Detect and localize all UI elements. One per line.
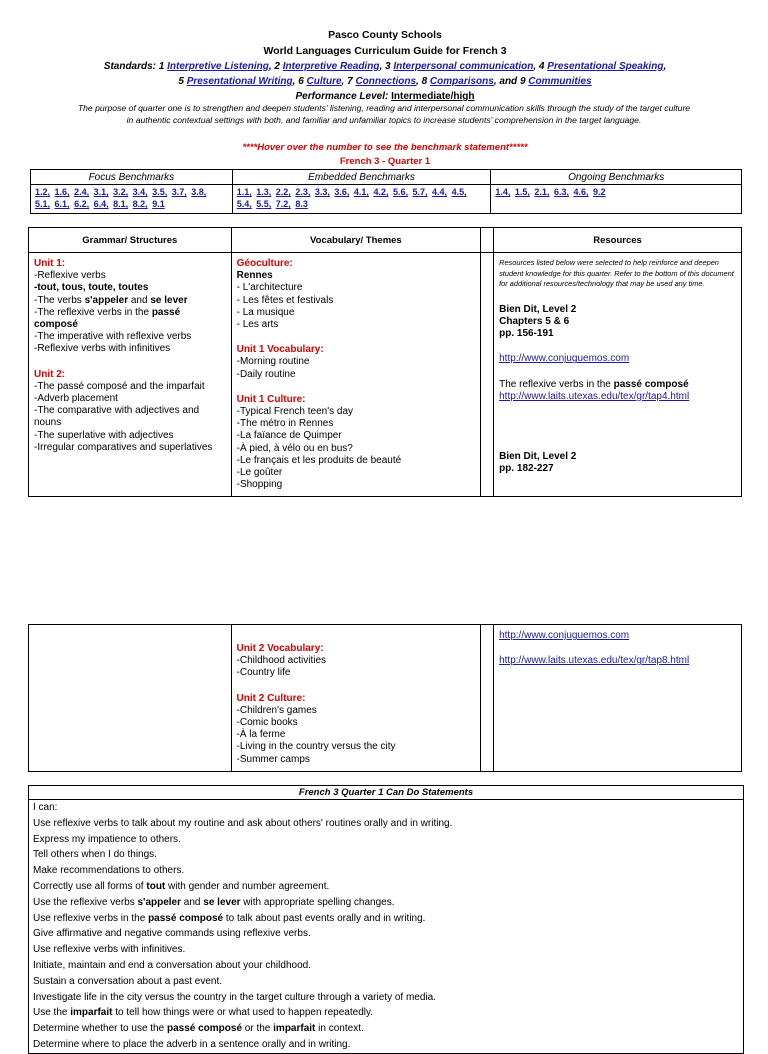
benchmark-link[interactable]: 3.4, [132,187,148,197]
benchmark-link[interactable]: 8.2, [132,199,148,209]
bold-text: se lever [150,294,188,306]
benchmark-link[interactable]: 8.3 [295,199,308,209]
text: in context. [315,1023,364,1035]
vocab-cell-unit2 [231,625,481,772]
benchmark-link[interactable]: 2.3, [295,187,311,197]
benchmark-link[interactable]: 1.3, [256,187,272,197]
culture-item: -Summer camps [236,753,310,765]
benchmark-link[interactable]: 7.2, [275,199,291,209]
benchmark-link[interactable]: 3.2, [113,187,129,197]
standard-link-9[interactable]: Communities [528,76,592,87]
can-do-item [29,974,743,990]
focus-benchmarks-header: Focus Benchmarks [31,170,233,185]
book-title: Bien Dit, Level 2 [499,303,577,315]
separator: , [663,61,667,72]
ongoing-benchmarks-cell [491,185,742,214]
book-pages: pp. 182-227 [499,463,554,475]
vocab-item: -Morning routine [236,356,310,368]
culture-item: -À pied, à vélo ou en bus? [236,442,353,454]
can-do-item [29,863,743,879]
standards-prefix: Standards: [103,61,157,72]
can-do-item [29,926,743,942]
quarter-title: French 3 - Quarter 1 [339,156,431,167]
benchmark-link[interactable]: 4.5, [451,187,467,197]
bold-text: passé composé [166,1023,243,1035]
text: Use the reflexive verbs [33,896,138,908]
text: Use reflexive verbs to talk about my routine and ask about others' routines orally and in writing. [33,817,453,829]
can-do-item [29,895,743,911]
text: Sustain a conversation about a past event. [33,975,223,987]
grammar-item-passe [34,307,226,331]
benchmark-link[interactable]: 3.1, [93,187,109,197]
separator: , [416,76,419,87]
culture-item: -La faïance de Quimper [236,430,342,442]
bold-text: imparfait [273,1023,316,1035]
standard-link-6[interactable]: Culture [306,76,342,87]
embedded-benchmarks-cell [232,185,491,214]
text: Give affirmative and negative commands using reflexive verbs. [33,928,311,940]
resources-cell-unit2 [494,625,742,772]
reflexive-resource [499,379,736,391]
bold-text: tout [146,880,166,892]
can-do-item [29,958,743,974]
grammar-cell [29,253,232,497]
vocab-cell [231,253,481,497]
standard-link-3[interactable]: Interpersonal communication [393,61,534,72]
geoculture-title: Géoculture: [236,258,293,269]
vocab-item: - Les arts [236,319,279,331]
curriculum-table-continued [28,624,742,772]
can-do-item [29,832,743,848]
book-title: Bien Dit, Level 2 [499,451,577,462]
resources-header: Resources [494,228,742,253]
standard-number: 2 [271,61,283,72]
text: Use the [33,1007,71,1019]
culture-item: -Children's games [236,704,317,716]
benchmark-link[interactable]: 1.6, [54,187,70,197]
benchmark-link[interactable]: 6.3, [553,187,569,197]
ongoing-benchmarks-header: Ongoing Benchmarks [491,170,742,185]
grammar-cell-empty [29,625,232,772]
benchmark-link[interactable]: 6.1, [54,199,70,209]
bold-text: passé composé [148,912,224,924]
standard-link-7[interactable]: Connections [355,76,417,87]
text: and [128,294,151,306]
text: with gender and number agreement. [165,880,330,892]
text: Make recommendations to others. [33,865,185,877]
benchmark-link[interactable]: 4.4, [432,187,448,197]
can-do-item [29,816,743,832]
standard-number: 6 [295,76,307,87]
separator: , [292,76,296,87]
benchmark-link[interactable]: 5.4, [236,199,252,209]
can-do-item [29,990,743,1006]
text: to talk about past events orally and in writing. [223,912,426,924]
text: Correctly use all forms of [33,880,147,892]
vocab-item: -Daily routine [236,368,296,380]
vocab-item: - La musique [236,306,295,318]
benchmark-link[interactable]: 3.8, [191,187,207,197]
text: The reflexive verbs in the [499,378,614,390]
laits-tap4-link[interactable]: http://www.laits.utexas.edu/tex/gr/tap4.html [499,390,690,402]
can-do-item [29,1005,743,1021]
vocab-item: - L'architecture [236,282,303,294]
standards-list [159,61,666,87]
grammar-item: -The imperative with reflexive verbs [34,331,192,343]
standard-link-4[interactable]: Presentational Speaking [547,61,664,72]
text: Use reflexive verbs with infinitives. [33,944,186,956]
unit1-vocab-title: Unit 1 Vocabulary: [236,344,324,356]
benchmark-link[interactable]: 1.1, [236,187,252,197]
culture-item: -Comic books [236,717,298,729]
benchmark-link[interactable]: 3.5, [152,187,168,197]
standard-number: 8 [418,76,430,87]
grammar-item: -The passé composé and the imparfait [34,380,205,392]
benchmark-link[interactable]: 2.1, [534,187,550,197]
embedded-benchmarks-header: Embedded Benchmarks [232,170,491,185]
text: Investigate life in the city versus the country in the target culture through a variety of media. [33,991,436,1003]
benchmark-link[interactable]: 5.1, [35,199,51,209]
culture-item: -À la ferme [236,729,286,741]
standard-link-8[interactable]: Comparisons [429,76,494,87]
separator: , [341,76,345,87]
separator: , [533,61,537,72]
curriculum-table [28,227,742,497]
grammar-item: -The superlative with adjectives [34,429,174,441]
text: Determine whether to use the [33,1023,167,1035]
benchmark-link[interactable]: 1.2, [35,187,51,197]
benchmark-link[interactable]: 3.6, [334,187,350,197]
bold-text: composé [34,319,78,331]
grammar-item: -Reflexive verbs with infinitives [34,343,171,355]
can-do-item [29,1037,743,1053]
benchmark-link[interactable]: 3.7, [171,187,187,197]
culture-item: -The métro in Rennes [236,418,334,430]
benchmark-link[interactable]: 4.2, [373,187,389,197]
benchmark-link[interactable]: 2.4, [74,187,90,197]
standard-number: 9 [517,76,529,87]
focus-benchmarks-cell [31,185,233,214]
benchmarks-table [30,169,742,214]
benchmark-link[interactable]: 9.1 [152,199,165,209]
doc-title: World Languages Curriculum Guide for French 3 [263,45,507,57]
standard-number: 7 [344,76,356,87]
text: with appropriate spelling changes. [240,896,395,908]
bold-text: imparfait [70,1007,113,1019]
performance-label: Performance Level: [295,91,389,102]
benchmark-link[interactable]: 5.7, [412,187,428,197]
unit1-culture-title: Unit 1 Culture: [236,393,306,405]
separator: , [268,61,272,72]
conjuguemos-link[interactable]: http://www.conjuguemos.com [499,630,630,641]
standards-line [30,59,740,89]
text: -The reflexive verbs in the [34,306,152,318]
bold-text: s'appeler [84,294,129,306]
standard-number: 5 [178,76,187,87]
grammar-header: Grammar/ Structures [29,228,232,253]
standard-number: 1 [158,61,168,72]
can-do-title: French 3 Quarter 1 Can Do Statements [29,786,743,800]
text: to tell how things were or what used to happen repeatedly. [112,1007,374,1019]
benchmark-link[interactable]: 6.4, [93,199,109,209]
benchmark-link[interactable]: 1.4, [495,187,511,197]
text: Tell others when I do things. [33,849,157,861]
spacer-cell [481,253,494,497]
hover-note: ****Hover over the number to see the benchmark statement***** [242,142,528,153]
unit2-culture-title: Unit 2 Culture: [236,692,306,704]
text: Express my impatience to others. [33,833,181,845]
book-chapters: Chapters 5 & 6 [499,315,570,327]
conjuguemos-link[interactable]: http://www.conjuguemos.com [499,353,630,365]
grammar-item: -Reflexive verbs [34,270,106,282]
text: -The verbs [34,294,85,306]
text: Use reflexive verbs in the [33,912,149,924]
spacer-cell [481,625,494,772]
book-pages: pp. 156-191 [499,328,554,340]
resources-note: Resources listed below were selected to help reinforce and deepen student knowledge for this quarter. Refer to the bottom of this document for additional resources/technology that may be used any time. [499,258,734,289]
grammar-item: -Adverb placement [34,393,118,405]
bold-text: passé [151,306,181,318]
resources-cell [494,253,742,497]
benchmark-link[interactable]: 1.5, [514,187,530,197]
benchmark-link[interactable]: 5.6, [392,187,408,197]
benchmark-link[interactable]: 5.5, [256,199,272,209]
standard-link-2[interactable]: Interpretive Reading [282,61,380,72]
org-name: Pasco County Schools [328,29,442,41]
text: I can: [33,802,58,813]
grammar-item: -Irregular comparatives and superlatives [34,441,213,453]
can-do-statements [28,785,744,1054]
benchmark-link[interactable]: 3.3, [314,187,330,197]
standard-link-5[interactable]: Presentational Writing [186,76,293,87]
benchmark-link[interactable]: 8.1, [113,199,129,209]
unit2-grammar-title: Unit 2: [34,368,66,380]
grammar-item-verbs [34,295,226,307]
grammar-item: -The comparative with adjectives and nouns [34,405,200,429]
performance-value: Intermediate/high [391,91,475,102]
benchmark-link[interactable]: 2.2, [275,187,291,197]
purpose-statement: The purpose of quarter one is to strengthen and deepen students' listening, reading and interpersonal communication skills through the study of the target culture in authentic contextual settings with both, and familiar and unfamiliar topics to increase students' comprehension in the target language. [77,103,691,125]
vocab-item: - Les fêtes et festivals [236,294,334,306]
vocab-item: -Childhood activities [236,655,327,667]
text: Determine where to place the adverb in a sentence orally and in writing. [33,1038,351,1050]
vocab-item: -Country life [236,667,291,679]
text: or the [242,1023,274,1035]
can-do-item [29,942,743,958]
text: Initiate, maintain and end a conversation about your childhood. [33,959,311,971]
unit2-vocab-title: Unit 2 Vocabulary: [236,643,324,654]
culture-item: -Le goûter [236,467,283,479]
bold-text: se lever [203,896,241,908]
can-do-item [29,800,743,816]
culture-item: -Shopping [236,479,283,491]
culture-item: -Typical French teen's day [236,406,354,418]
laits-tap8-link[interactable]: http://www.laits.utexas.edu/tex/gr/tap8.html [499,655,690,667]
separator: , [379,61,383,72]
bold-text: s'appeler [137,896,182,908]
grammar-item-tout: -tout, tous, toute, toutes [34,282,149,294]
separator: , and [493,76,518,87]
can-do-item [29,911,743,927]
benchmark-link[interactable]: 6.2, [74,199,90,209]
culture-item: -Le français et les produits de beauté [236,454,402,466]
culture-item: -Living in the country versus the city [236,741,396,753]
can-do-list [29,800,743,1053]
geoculture-city: Rennes [236,270,273,282]
spacer-header [481,228,494,253]
can-do-item [29,847,743,863]
benchmark-link[interactable]: 4.6, [573,187,589,197]
benchmark-link[interactable]: 9.2 [593,187,606,197]
standard-number: 3 [382,61,394,72]
bold-text: passé composé [613,378,689,390]
unit1-grammar-title: Unit 1: [34,258,66,269]
standard-link-1[interactable]: Interpretive Listening [167,61,269,72]
can-do-item [29,879,743,895]
benchmark-link[interactable]: 4.1, [353,187,369,197]
standard-number: 4 [536,61,548,72]
vocab-header: Vocabulary/ Themes [231,228,481,253]
text: and [181,896,204,908]
